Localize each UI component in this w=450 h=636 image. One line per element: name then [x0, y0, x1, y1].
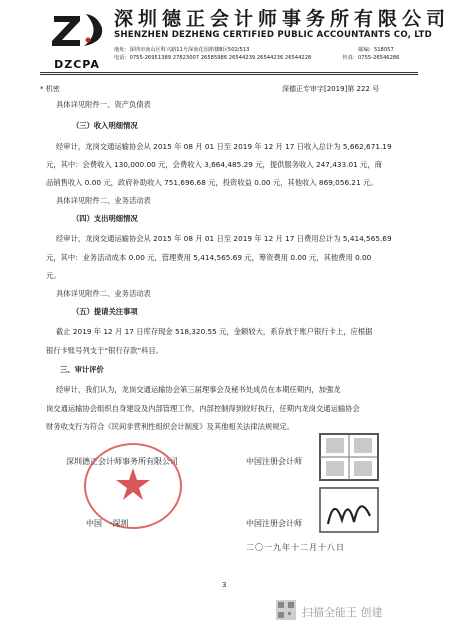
reference-number: 深德正专审字[2019]第 222 号 — [282, 85, 380, 93]
firm-address: 地址：深圳市南山区科兴路11号深南花园裙楼B区502/513 邮编：518057 — [114, 47, 394, 53]
section-heading: 三、审计评价 — [60, 365, 104, 374]
body-line: 元。 — [46, 271, 61, 280]
body-line: 元，其中：业务活动成本 0.00 元，管理费用 5,414,565.69 元，筹资费用 0.00 元，其他费用 0.00 — [46, 253, 372, 262]
signature-firm-name: 深圳德正会计师事务所有限公司 — [66, 457, 178, 466]
firm-name-en: SHENZHEN DEZHENG CERTIFIED PUBLIC ACCOUNTANTS CO, LTD — [114, 30, 432, 40]
qr-code-icon — [276, 600, 296, 620]
firm-name-cn: 深圳德正会计师事务所有限公司 — [114, 8, 450, 30]
cpa-seal-icon — [318, 432, 380, 482]
body-line: 经审计，我们认为，龙岗交通运输协会第三届理事会及秘书处成员在本期任期内，加强龙 — [56, 385, 341, 394]
cpa-label: 中国注册会计师 — [246, 457, 302, 466]
confidential-mark: * 机密 — [40, 85, 60, 93]
body-line: 银行卡账号列支于“银行存款”科目。 — [46, 346, 164, 355]
header-divider-thin — [40, 74, 418, 75]
body-line: 具体详见附件二、业务活动表 — [56, 196, 151, 205]
body-line: 品销售收入 0.00 元，政府补助收入 751,696.68 元，投资收益 0.00 元，其他收入 869,056.21 元。 — [46, 178, 378, 187]
body-line: 财务收支行为符合《民间非营利性组织会计制度》及其他相关法律法规规定。 — [46, 422, 295, 431]
body-line: 元，其中：会费收入 130,000.00 元，会费收入 3,664,485.29 元，提供服务收入 247,433.01 元，商 — [46, 160, 382, 169]
body-line: 具体详见附件二、业务活动表 — [56, 289, 151, 298]
logo-text: DZCPA — [54, 58, 100, 71]
body-line: 岗交通运输协会组织自身建设及内部管理工作，内部控制得到较好执行，任期内龙岗交通运输协会 — [46, 404, 360, 413]
page-number: 3 — [222, 581, 227, 589]
signature-date: 二〇一九年十二月十八日 — [246, 543, 345, 552]
section-heading: （四）支出明细情况 — [72, 214, 138, 223]
section-heading: （五）提请关注事项 — [72, 307, 138, 316]
body-line: 具体详见附件一、资产负债表 — [56, 100, 151, 109]
scanner-watermark: 扫描全能王 创建 — [302, 606, 383, 619]
firm-phone: 电话：0755-26951389 27823007 26585986 26544239 26544236 26544228 传真：0755-26546286 — [114, 55, 400, 61]
section-heading: （三）收入明细情况 — [72, 121, 138, 130]
cpa-label: 中国注册会计师 — [246, 519, 302, 528]
body-line: 经审计，龙岗交通运输协会从 2015 年 08 月 01 日至 2019 年 12 月 17 日收入总计为 5,662,671.19 — [56, 142, 392, 151]
cpa-signature-stamp-icon — [318, 486, 380, 534]
body-line: 截止 2019 年 12 月 17 日库存现金 518,320.55 元，金额较大，系存放于账户银行卡上，应根据 — [56, 327, 373, 336]
signature-place: 中国 ·深圳 — [86, 519, 129, 528]
header-divider — [40, 72, 418, 73]
logo-graphic-icon — [46, 6, 106, 62]
body-line: 经审计，龙岗交通运输协会从 2015 年 08 月 01 日至 2019 年 12 月 17 日费用总计为 5,414,565.69 — [56, 234, 392, 243]
